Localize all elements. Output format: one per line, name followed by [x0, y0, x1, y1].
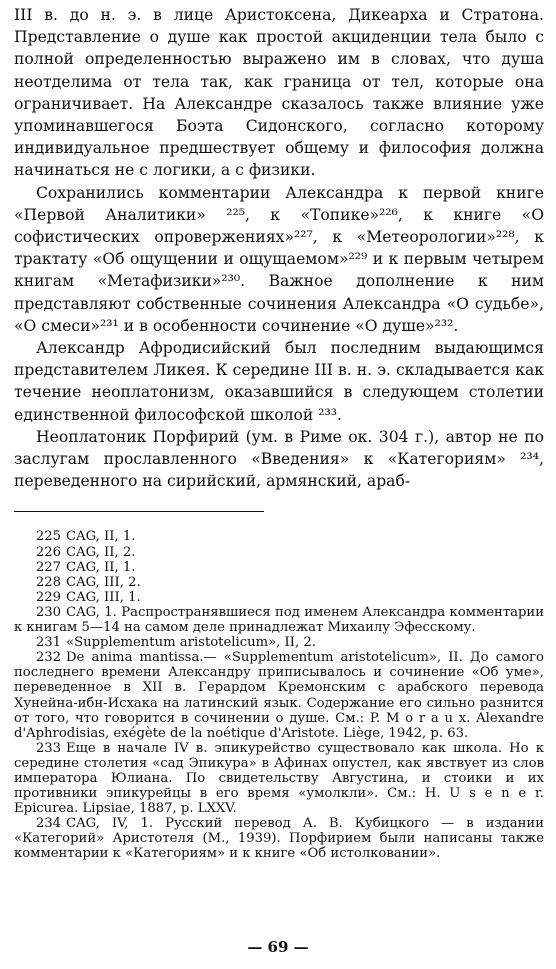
footnote-text: CAG, IV, 1. Русский перевод А. В. Кубицкого — в издании «Категорий» Аристотеля (М., 1939). Порфирием были написаны также комментарии к «Категориям» и к книге «Об истолковании».	[14, 816, 544, 862]
footnote	[14, 529, 544, 544]
page-number: — 69 —	[247, 938, 309, 956]
footnote-text: CAG, 1. Распространявшиеся под именем Александра комментарии к книгам 5—14 на самом деле принадлежат Михаилу Эфесскому.	[14, 604, 544, 636]
paragraph: Александр Афродисийский был последним выдающимся представителем Ликея. К середине III в. н. э. складывается как течение неоплатонизм, оказавшийся в следующем столетии единственной философской школой ²³³.	[14, 339, 544, 424]
footnote-text: CAG, II, 2.	[66, 544, 136, 560]
footnote	[14, 545, 544, 560]
footnote-number: 232	[35, 650, 61, 666]
paragraph: Неоплатоник Порфирий (ум. в Риме ок. 304 г.), автор не по заслугам прославленного «Введения» к «Категориям» ²³⁴, переведенного на сирийский, армянский, араб-	[14, 427, 544, 491]
footnote-number: 231	[35, 635, 61, 651]
footnote	[14, 560, 544, 575]
footnote	[14, 816, 544, 861]
footnote-text: CAG, II, 1.	[66, 559, 136, 575]
footnote-text: CAG, II, 1.	[66, 529, 136, 545]
footnote-number: 226	[35, 544, 61, 560]
footnote-text: CAG, III, 2.	[66, 574, 141, 590]
paragraph: III в. до н. э. в лице Аристоксена, Дикеарха и Стратона. Представление о душе как простой акциденции тела было с полной определенностью выражено им в словах, что душа неотделима от тела так, как граница от тел, которые она ограничивает. На Александре сказалось также влияние уже упоминавшегося Боэта Сидонского, согласно которому индивидуальное предшествует общему и философия должна начинаться не с логики, а с физики.	[14, 6, 544, 180]
main-text	[14, 4, 544, 492]
footnote	[14, 605, 544, 635]
footnote-number: 233	[35, 740, 61, 756]
footnote	[14, 575, 544, 590]
footnote-divider	[14, 511, 264, 512]
footnote-number: 234	[35, 816, 61, 832]
paragraph: Сохранились комментарии Александра к первой книге «Первой Аналитики» ²²⁵, к «Топике»²²⁶, к книге «О софистических опровержениях»²²⁷, к «Метеорологии»²²⁸, к трактату «Об ощущении и ощущаемом»²²⁹ и к первым четырем книгам «Метафизики»²³⁰. Важное дополнение к ним представляют собственные сочинения Александра «О судьбе», «О смеси»²³¹ и в особенности сочинение «О душе»²³².	[14, 183, 544, 335]
footnote-text: «Supplementum aristotelicum», II, 2.	[66, 635, 316, 651]
footnote-number: 225	[35, 529, 61, 545]
footnote	[14, 741, 544, 816]
footnote-text: Еще в начале IV в. эпикурейство существовало как школа. Но к середине столетия «сад Эпикура» в Афинах опустел, как явствует из слов императора Юлиана. По свидетельству Августина, и стоики и их противники эпикурейцы в его время «умолкли». См.: H. U s e n e r. Epicurea. Lipsiae, 1887, p. LXXV.	[14, 740, 544, 817]
footnote-number: 228	[35, 574, 61, 590]
footnote-text: De anima mantissa.— «Supplementum aristotelicum», II. До самого последнего времени Александру приписывалось и сочинение «Об уме», переведенное в XII в. Герардом Кремонским с арабского перевода Хунейна-ибн-Исхака на латинский язык. Содержание его сильно разнится от того, что говорится в сочинении о душе. См.: P. M o r a u x. Alexandre d'Aphrodisias, exégète de la noétique d'Aristote. Liège, 1942, p. 63.	[14, 650, 544, 741]
footnote	[14, 635, 544, 650]
footnote-text: CAG, III, 1.	[66, 589, 141, 605]
footnote	[14, 650, 544, 741]
footnote-number: 229	[35, 589, 61, 605]
footnote	[14, 590, 544, 605]
footnote-number: 227	[35, 559, 61, 575]
footnotes	[14, 529, 544, 861]
footnote-number: 230	[35, 604, 61, 620]
